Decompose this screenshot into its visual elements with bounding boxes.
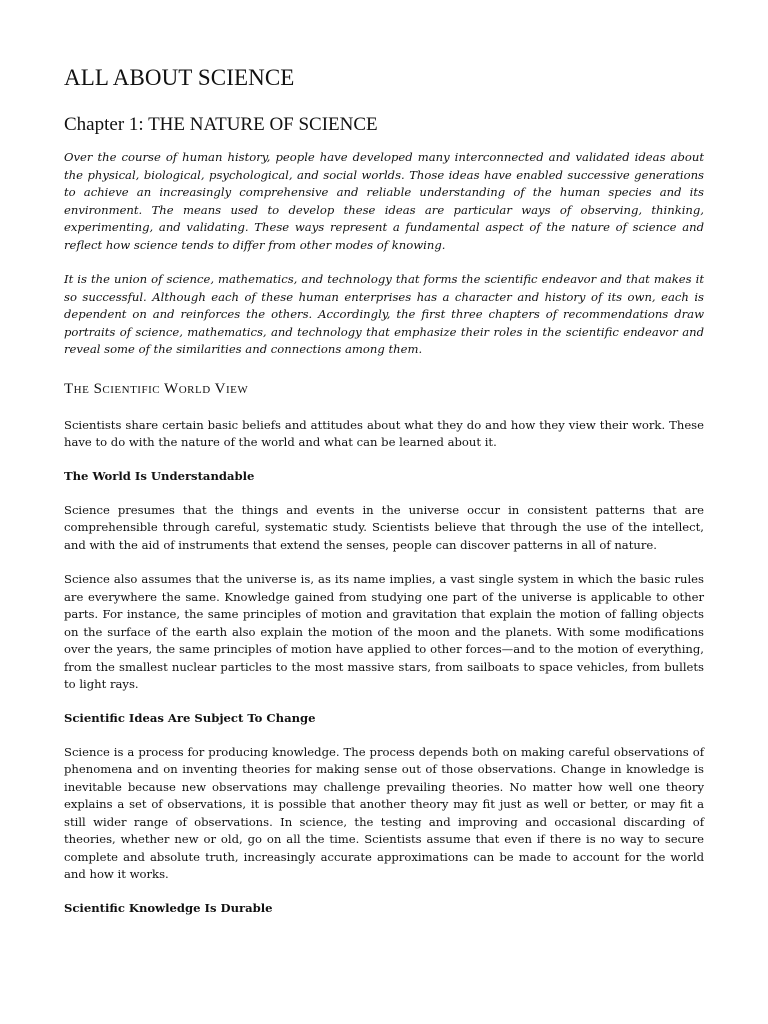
- intro-paragraph: It is the union of science, mathematics, and technology that forms the scientific endeavor and that makes it so successful. Although each of these human enterprises has a character and history of its own, each is dependent on and reinforces the others. Accordingly, the first three chapters of recommendations draw portraits of science, mathematics, and technology that emphasize their roles in the scientific endeavor and reveal some of the similarities and connections among them.: [64, 272, 704, 356]
- subsection-heading: Scientific Knowledge Is Durable: [64, 900, 273, 915]
- section-title: The Scientific World View: [64, 380, 249, 397]
- body-paragraph: Science also assumes that the universe is, as its name implies, a vast single system in which the basic rules are everywhere the same. Knowledge gained from studying one part of the universe is applicable to other parts. For instance, the same principles of motion and gravitation that explain the motion of falling objects on the surface of the earth also explain the motion of the moon and the planets. With some modifications over the years, the same principles of motion have applied to other forces—and to the motion of everything, from the smallest nuclear particles to the most massive stars, from sailboats to space vehicles, from bullets to light rays.: [64, 572, 704, 691]
- subsection-heading: The World Is Understandable: [64, 468, 255, 483]
- subsection-heading: Scientific Ideas Are Subject To Change: [64, 710, 316, 725]
- body-paragraph: Science presumes that the things and events in the universe occur in consistent patterns that are comprehensible through careful, systematic study. Scientists believe that through the use of the intellect, and with the aid of instruments that extend the senses, people can discover patterns in all of nature.: [64, 502, 704, 552]
- page-content: [64, 64, 704, 917]
- intro-paragraph: Over the course of human history, people have developed many interconnected and validated ideas about the physical, biological, psychological, and social worlds. Those ideas have enabled successive generations to achieve an increasingly comprehensive and reliable understanding of the human species and its environment. The means used to develop these ideas are particular ways of observing, thinking, experimenting, and validating. These ways represent a fundamental aspect of the nature of science and reflect how science tends to differ from other modes of knowing.: [64, 150, 704, 252]
- section-intro-paragraph: Scientists share certain basic beliefs and attitudes about what they do and how they view their work. These have to do with the nature of the world and what can be learned about it.: [64, 417, 704, 449]
- document-title: ALL ABOUT SCIENCE: [64, 65, 295, 90]
- chapter-title: Chapter 1: THE NATURE OF SCIENCE: [64, 114, 378, 135]
- body-paragraph: Science is a process for producing knowledge. The process depends both on making careful observations of phenomena and on inventing theories for making sense out of those observations. Change in knowledge is inevitable because new observations may challenge prevailing theories. No matter how well one theory explains a set of observations, it is possible that another theory may fit just as well or better, or may fit a still wider range of observations. In science, the testing and improving and occasional discarding of theories, whether new or old, go on all the time. Scientists assume that even if there is no way to secure complete and absolute truth, increasingly accurate approximations can be made to account for the world and how it works.: [64, 744, 704, 881]
